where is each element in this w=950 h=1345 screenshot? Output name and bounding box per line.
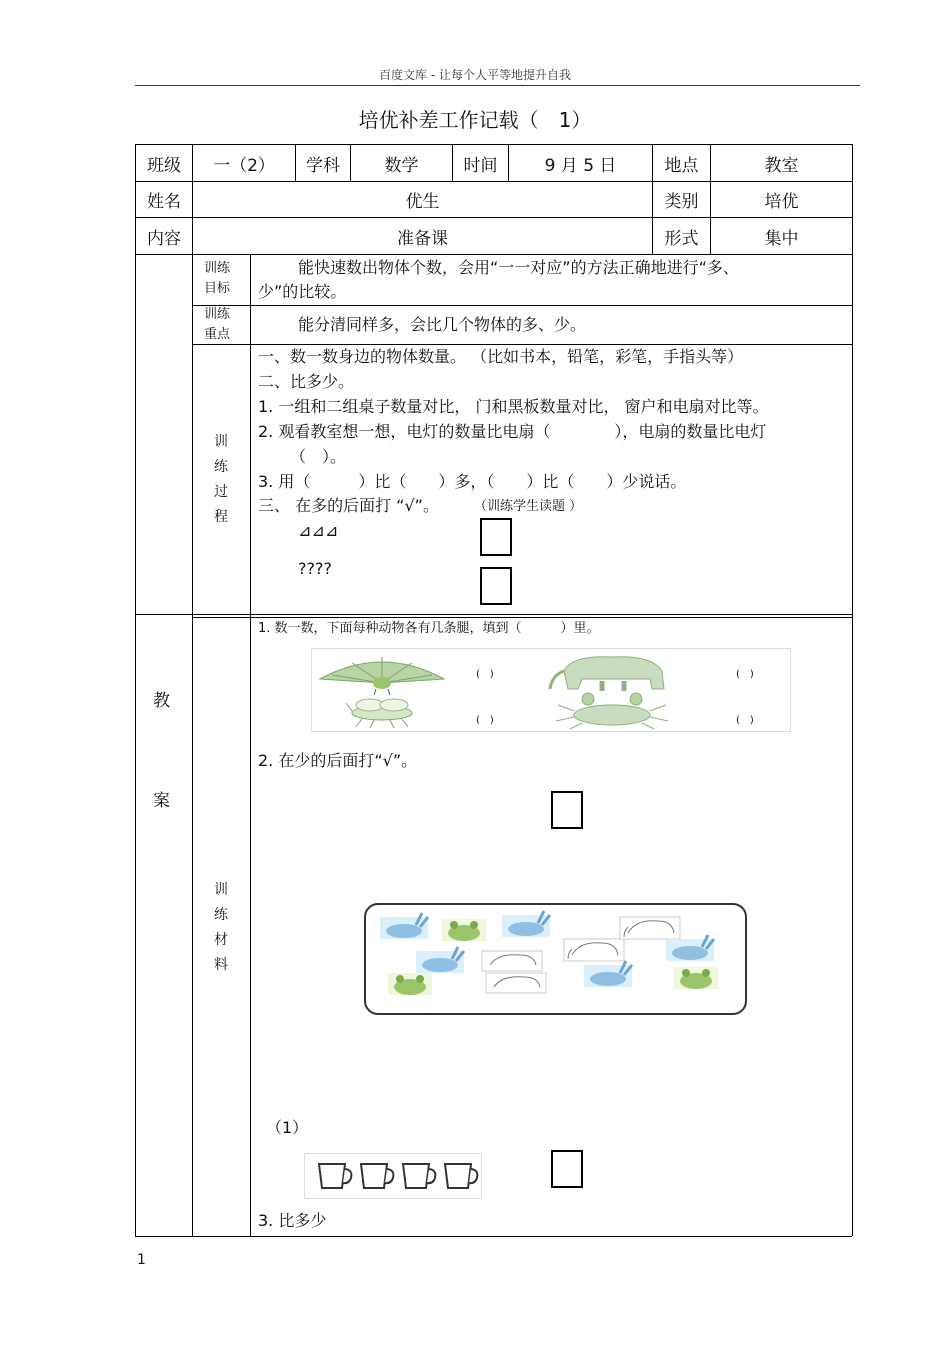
page-header: 百度文库 - 让每个人平等地提升自我	[379, 68, 571, 82]
rabbit-icon	[416, 947, 464, 973]
focus-text: 能分清同样多，会比几个物体的多、少。	[298, 315, 587, 334]
process-label-1: 训	[214, 434, 228, 450]
material-label-1: 训	[214, 882, 228, 898]
material-question-1: 1. 数一数，下面每种动物各有几条腿，填到（ ）里。	[258, 621, 600, 636]
class-label: 班级	[147, 155, 181, 176]
type-label: 类别	[664, 192, 699, 212]
process-note: （训练学生读题 ）	[474, 499, 583, 514]
process-line-5: （ ）。	[282, 447, 347, 466]
rabbit-icon	[380, 913, 428, 939]
cup-icon	[319, 1164, 351, 1188]
process-line-2: 二、比多少。	[258, 372, 355, 391]
goal-text-line2: 少”的比较。	[258, 282, 347, 301]
cups-illustration	[305, 1154, 481, 1198]
process-label-4: 程	[214, 509, 228, 525]
animals-legs-picture	[311, 648, 791, 732]
content-label: 内容	[147, 228, 181, 249]
rabbit-icon	[584, 961, 632, 987]
process-line-6: 3. 用（ ）比（ ）多，（ ）比（ ）少说话。	[258, 472, 687, 491]
table-border-right	[852, 144, 853, 1236]
material-label-3: 材	[214, 932, 228, 948]
time-label: 时间	[463, 155, 498, 176]
elephant-outline-icon	[486, 973, 546, 993]
answer-paren: ( )	[476, 715, 494, 726]
rabbit-icon	[502, 911, 550, 937]
material-label-4: 料	[214, 957, 228, 973]
answer-paren: ( )	[736, 715, 754, 726]
type-value: 培优	[764, 192, 799, 212]
frog-icon	[388, 973, 432, 995]
form-value: 集中	[764, 228, 799, 249]
animals-cluster	[366, 905, 745, 1013]
process-line-4: 2. 观看教室想一想，电灯的数量比电扇（ ），电扇的数量比电灯	[258, 422, 767, 441]
table-border-left	[135, 144, 136, 1236]
page-number: 1	[137, 1252, 146, 1268]
answer-paren: ( )	[736, 669, 754, 680]
process-line-3: 1. 一组和二组桌子数量对比， 门和黑板数量对比， 窗户和电扇对比等。	[258, 397, 769, 416]
frog-icon	[674, 967, 718, 989]
animals-frame	[364, 903, 747, 1015]
goal-text-line1: 能快速数出物体个数，会用“一一对应”的方法正确地进行“多、	[298, 258, 739, 277]
header-rule	[135, 85, 860, 86]
subject-value: 数学	[384, 155, 419, 176]
place-label: 地点	[664, 155, 699, 176]
cups-picture	[304, 1153, 482, 1199]
subquestion-number: （1）	[266, 1118, 309, 1137]
name-label: 姓名	[147, 192, 181, 212]
cup-icon	[403, 1164, 435, 1188]
class-value: 一（2）	[213, 155, 275, 176]
focus-label-2: 重点	[204, 327, 231, 342]
process-line-7: 三、 在多的后面打 “√”。	[258, 496, 439, 515]
material-question-2: 2. 在少的后面打“√”。	[258, 751, 418, 770]
place-value: 教室	[764, 155, 799, 176]
col-divider	[192, 254, 193, 1236]
answer-box[interactable]	[551, 791, 583, 829]
peacock-icon	[320, 657, 444, 695]
answer-paren: ( )	[476, 669, 494, 680]
animals-illustration	[312, 649, 790, 731]
cup-icon	[445, 1164, 477, 1188]
material-label-2: 练	[214, 907, 228, 923]
elephant-outline-icon	[620, 917, 680, 939]
page-title: 培优补差工作记载（ 1）	[358, 108, 592, 132]
triangle-row: ⊿⊿⊿	[298, 521, 339, 540]
form-label: 形式	[664, 228, 699, 249]
elephant-outline-icon	[564, 939, 624, 961]
row-divider	[192, 305, 852, 306]
side-label-jiao: 教	[153, 691, 170, 711]
focus-label-1: 训练	[204, 307, 231, 322]
goal-label-2: 目标	[204, 281, 231, 296]
subject-label: 学科	[306, 155, 340, 176]
elephant-outline-icon	[482, 951, 542, 971]
row-divider	[192, 344, 852, 345]
answer-box[interactable]	[551, 1150, 583, 1188]
process-line-1: 一、数一数身边的物体数量。 （比如书本，铅笔，彩笔，手指头等）	[258, 347, 744, 366]
cup-icon	[361, 1164, 393, 1188]
answer-box[interactable]	[480, 567, 512, 605]
crab-icon	[556, 693, 668, 729]
row-divider	[135, 254, 852, 255]
elephant-icon	[550, 657, 664, 691]
side-label-an: 案	[153, 791, 170, 811]
goal-label-1: 训练	[204, 261, 231, 276]
process-label-3: 过	[214, 484, 228, 500]
frog-icon	[442, 919, 486, 941]
insect-icon	[346, 699, 412, 728]
material-question-3: 3. 比多少	[258, 1211, 327, 1230]
content-value: 准备课	[397, 228, 448, 249]
name-value: 优生	[405, 192, 440, 212]
table-border-bottom	[135, 1236, 852, 1237]
question-row: ????	[298, 559, 332, 578]
col-divider	[250, 254, 251, 1236]
answer-box[interactable]	[480, 518, 512, 556]
page-break-line	[135, 614, 852, 615]
row-divider	[192, 617, 852, 618]
process-label-2: 练	[214, 459, 228, 475]
time-value: 9 月 5 日	[544, 155, 617, 176]
